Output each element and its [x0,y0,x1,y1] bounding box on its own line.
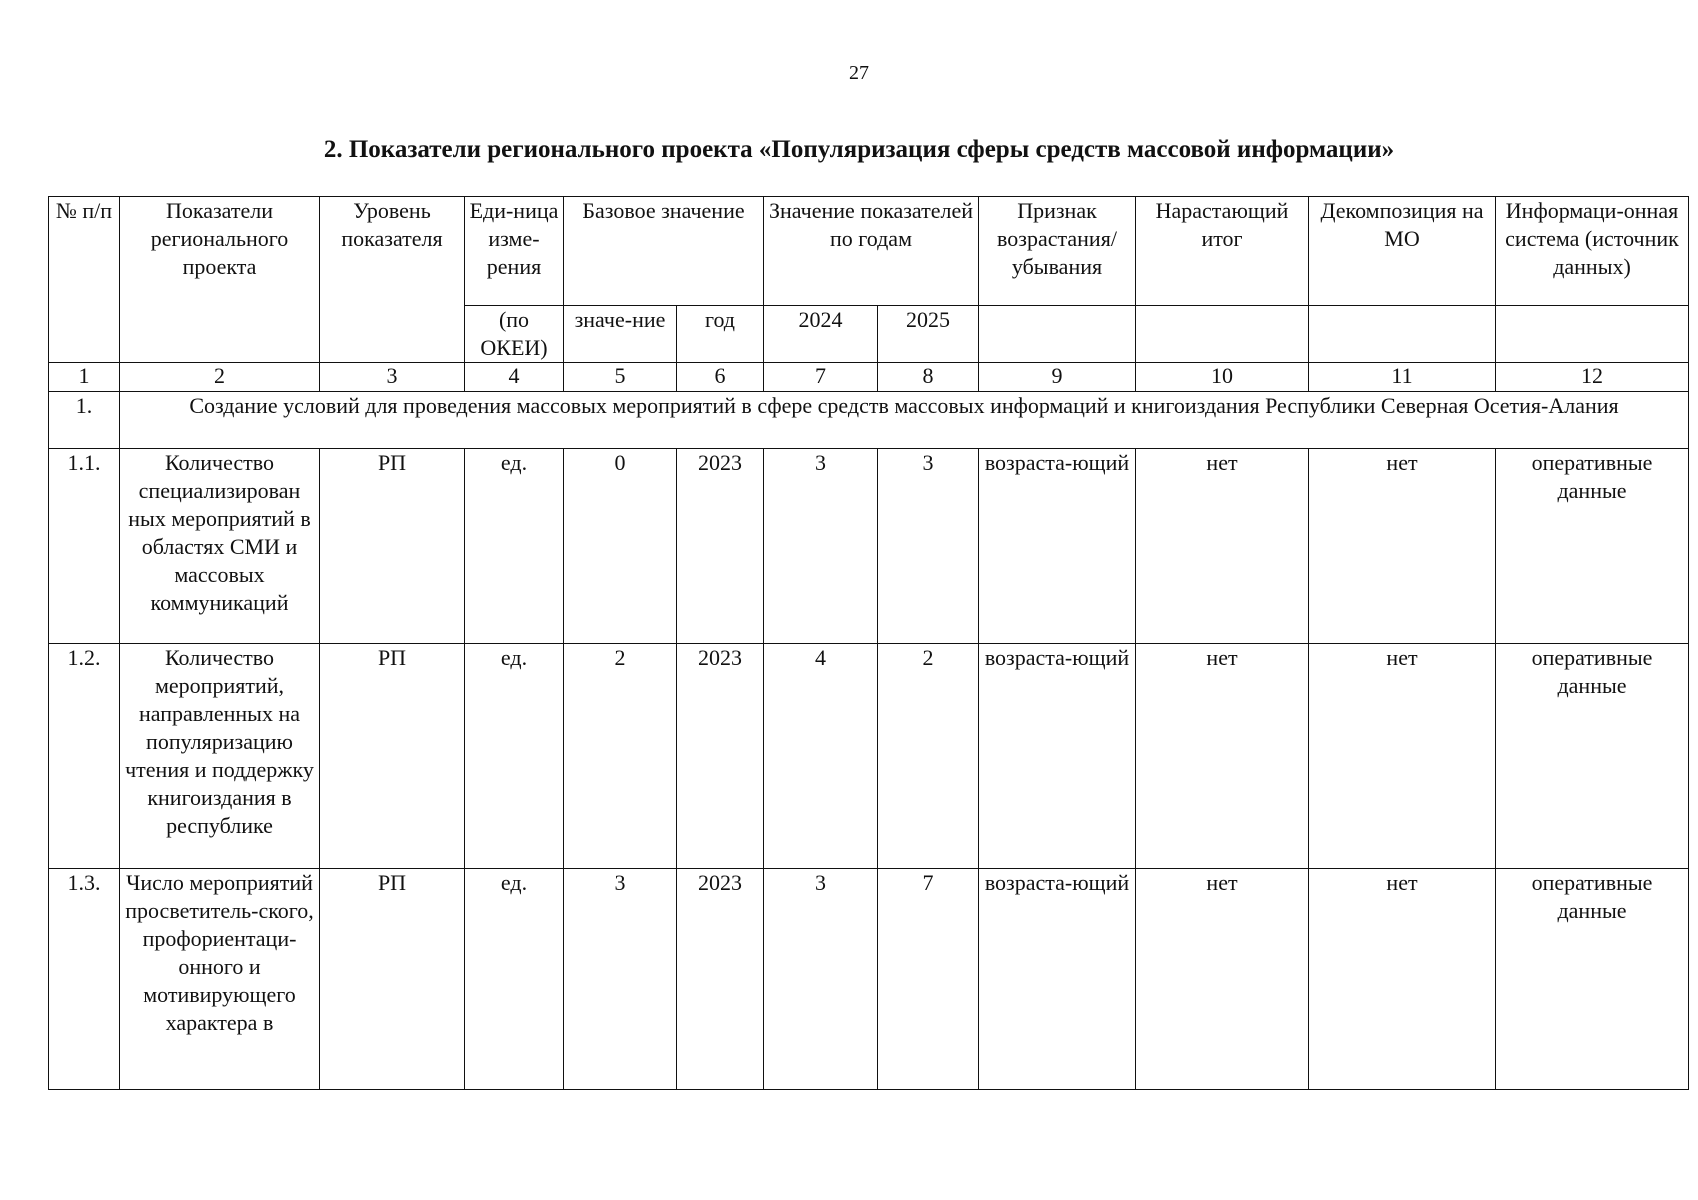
row-cumulative: нет [1136,644,1309,869]
header-cumulative: Нарастающий итог [1136,197,1309,306]
row-source: оперативные данные [1496,449,1689,644]
row-unit: ед. [465,644,564,869]
column-number: 1 [49,363,120,392]
column-number: 8 [878,363,979,392]
row-trend: возраста-ющий [979,869,1136,1090]
row-base-value: 0 [564,449,677,644]
section-num: 1. [49,392,120,449]
column-number: 5 [564,363,677,392]
row-base-value: 3 [564,869,677,1090]
section-title: Создание условий для проведения массовых мероприятий в сфере средств массовых информаций и книгоиздания Республики Северная Осетия-Алания [120,392,1689,449]
column-number: 4 [465,363,564,392]
header-base-value: значе-ние [564,306,677,363]
header-empty-cell [979,306,1136,363]
header-year-2025: 2025 [878,306,979,363]
row-base-year: 2023 [677,869,764,1090]
column-number: 2 [120,363,320,392]
column-number: 6 [677,363,764,392]
header-row [49,197,1689,306]
header-empty-cell [1309,306,1496,363]
row-level: РП [320,869,465,1090]
document-title: 2. Показатели регионального проекта «Популяризация сферы средств массовой информации» [323,136,1395,163]
row-trend: возраста-ющий [979,644,1136,869]
column-numbers-row [49,363,1689,392]
header-empty-cell [1496,306,1689,363]
row-unit: ед. [465,449,564,644]
row-value-2025: 2 [878,644,979,869]
section-row [49,392,1689,449]
column-number: 12 [1496,363,1689,392]
row-value-2024: 3 [764,869,878,1090]
table-row [49,644,1689,869]
header-indicator: Показатели регионального проекта [120,197,320,363]
row-value-2025: 3 [878,449,979,644]
row-value-2025: 7 [878,869,979,1090]
table-row [49,449,1689,644]
row-num: 1.2. [49,644,120,869]
row-value-2024: 4 [764,644,878,869]
row-base-year: 2023 [677,449,764,644]
row-level: РП [320,449,465,644]
row-base-year: 2023 [677,644,764,869]
row-trend: возраста-ющий [979,449,1136,644]
row-indicator: Количество мероприятий, направленных на популяризацию чтения и поддержку книгоиздания в республике [120,644,320,869]
column-number: 10 [1136,363,1309,392]
row-source: оперативные данные [1496,869,1689,1090]
row-indicator: Количество специализирован ных мероприятий в областях СМИ и массовых коммуникаций [120,449,320,644]
column-number: 9 [979,363,1136,392]
row-cumulative: нет [1136,449,1309,644]
column-number: 3 [320,363,465,392]
row-decomposition: нет [1309,869,1496,1090]
header-base: Базовое значение [564,197,764,306]
row-source: оперативные данные [1496,644,1689,869]
row-num: 1.3. [49,869,120,1090]
row-indicator: Число мероприятий просветитель-ского, профориентаци-онного и мотивирующего характера в [120,869,320,1090]
row-decomposition: нет [1309,449,1496,644]
row-cumulative: нет [1136,869,1309,1090]
row-decomposition: нет [1309,644,1496,869]
column-number: 7 [764,363,878,392]
header-num: № п/п [49,197,120,363]
header-year-2024: 2024 [764,306,878,363]
table-row [49,869,1689,1090]
header-decomposition: Декомпозиция на МО [1309,197,1496,306]
header-level: Уровень показателя [320,197,465,363]
header-info-system: Информаци-онная система (источник данных) [1496,197,1689,306]
header-values: Значение показателей по годам [764,197,979,306]
page-number: 27 [849,62,869,84]
header-empty-cell [1136,306,1309,363]
header-base-year: год [677,306,764,363]
header-trend: Признак возрастания/ убывания [979,197,1136,306]
header-unit-okei: (по ОКЕИ) [465,306,564,363]
header-unit: Еди-ница изме-рения [465,197,564,306]
row-base-value: 2 [564,644,677,869]
row-value-2024: 3 [764,449,878,644]
row-level: РП [320,644,465,869]
indicators-table [48,196,1689,1090]
row-num: 1.1. [49,449,120,644]
column-number: 11 [1309,363,1496,392]
row-unit: ед. [465,869,564,1090]
